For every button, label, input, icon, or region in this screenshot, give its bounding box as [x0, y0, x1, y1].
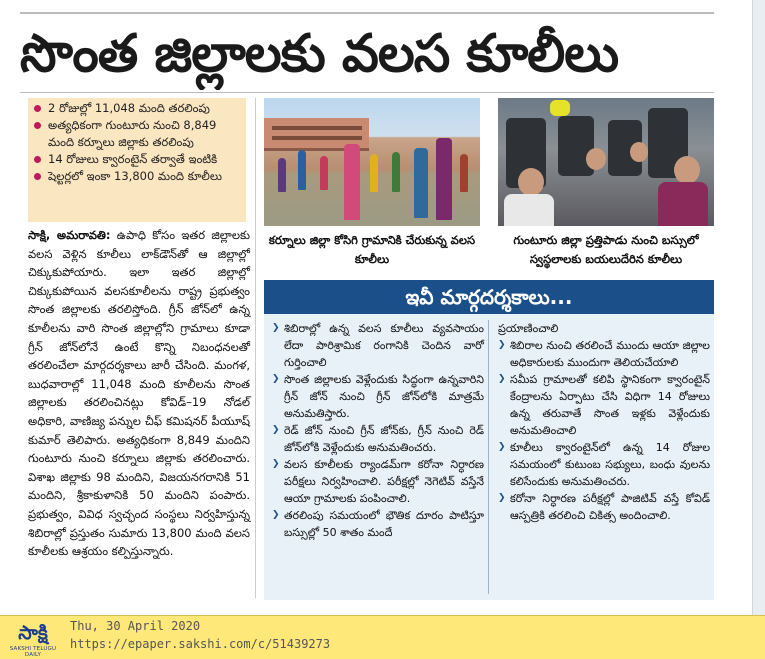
person-figure: [460, 154, 468, 192]
passenger-face: [586, 148, 606, 170]
guideline-text: కూలీలు క్వారంటైన్‌లో ఉన్న 14 రోజుల సమయంలో కుటుంబ సభ్యులు, బంధు వులను కలిసేందుకు అనుమతించరు.: [510, 441, 710, 488]
guidelines-left-column: [272, 320, 484, 541]
arrow-bullet-icon: ❯: [498, 442, 506, 452]
passenger-face: [630, 142, 648, 162]
highlight-text: అత్యధికంగా గుంటూరు నుంచి 8,849 మంది కర్నూలు జిల్లాకు తరలింపు: [48, 118, 217, 149]
passenger-body: [658, 182, 708, 226]
guidelines-right-column: [498, 320, 710, 524]
person-figure: [436, 138, 452, 220]
bullet-icon: [34, 122, 41, 129]
photo-caption-2: గుంటూరు జిల్లా ప్రత్తిపాడు నుంచి బస్సులో స్వస్థలాలకు బయలుదేరిన కూలీలు: [513, 233, 699, 266]
highlight-text: షెల్టర్లలో ఇంకా 13,800 మంది కూలీలు: [48, 169, 222, 183]
guideline-item: [498, 337, 710, 371]
bullet-icon: [34, 156, 41, 163]
photo-caption-1: కర్నూలు జిల్లా కోసిగి గ్రామానికి చేరుకున్న వలస కూలీలు: [268, 233, 476, 266]
article-dateline: సాక్షి, అమరావతి:: [28, 228, 111, 242]
person-figure: [414, 148, 428, 218]
logo-wordmark: సాక్షి: [18, 622, 48, 644]
photo-bus-passengers: [498, 98, 714, 226]
guideline-text: వలస కూలీలకు ర్యాండమ్‌గా కరోనా నిర్ధారణ పరీక్షలు నిర్వహించాలి. పరీక్షల్లో నెగెటివ్ వస్తేనే ఆయా గ్రామాలకు పంపించాలి.: [284, 458, 484, 505]
building-window-row: [272, 136, 362, 140]
guideline-text: సమీప గ్రామాలతో కలిపి స్థానికంగా క్వారంటైన్ కేంద్రాలను ఏర్పాటు చేసి విధిగా 14 రోజులు ఉన్న తరువాతే సొంత ఇళ్లకు వెళ్లేందుకు అనుమతించాలి: [510, 373, 710, 437]
building-window-row: [272, 126, 362, 130]
person-figure: [298, 150, 306, 190]
article-text: ఉపాధి కోసం ఇతర జిల్లాలకు వలస వెళ్లిన కూలీలు లాక్‌డౌన్‌తో ఆ జిల్లాల్లో చిక్కుకుపోయారు. ఇలా ఇతర జిల్లాల్లో చిక్కుకుపోయిన వలసకూలీలను రాష్ట్ర ప్రభుత్వం సొంత జిల్లాలకు తరలిస్తోంది. గ్రీన్ జోన్‌లో ఉన్న కూలీలను వారి సొంత జిల్లాల్లోని గ్రామాలు కూడా గ్రీన్ జోన్‌లోనే ఉంటే కొన్ని నిబంధనలతో తరలించేలా మార్గదర్శకాలు జారీ చేసింది. మంగళ, బుధవారాల్లో 11,048 మంది కూలీలను సొంత జిల్లాలకు తరలించినట్లు కోవిడ్–19 నోడల్ అధికారి, వాణిజ్య పన్నుల చీఫ్ కమిషనర్ పీయూష్ కుమార్ తెలిపారు. అత్యధికంగా 8,849 మందిని గుంటూరు నుంచి కర్నూలు జిల్లాకు తరలించారు. విశాఖ జిల్లాకు 98 మందిని, విజయనగరానికి 51 మందిని, శ్రీకాకుళానికి 50 మందిని పంపారు. ప్రభుత్వం, వివిధ స్వచ్ఛంద సంస్థలు నిర్వహిస్తున్న శిబిరాల్లో ప్రస్తుతం సుమారు 13,800 మంది వలస కూలీలకు ఆశ్రయం కల్పిస్తున్నారు.: [28, 228, 250, 559]
logo-tagline: SAKSHI TELUGU DAILY: [9, 646, 57, 658]
person-figure: [370, 154, 378, 192]
photo-migrants-arriving: [264, 98, 480, 226]
person-figure: [392, 152, 400, 192]
guideline-text: కరోనా నిర్ధారణ పరీక్షల్లో పాజిటివ్ వస్తే కోవిడ్ ఆస్పత్రికి తరలించి చికిత్స అందించాలి.: [510, 492, 710, 522]
article-body: [28, 226, 250, 561]
bag-item: [550, 100, 570, 116]
page-edge-strip: [752, 0, 765, 615]
guideline-text: సొంత జిల్లాలకు వెళ్లేందుకు సిద్ధంగా ఉన్నవారిని గ్రీన్ జోన్ నుంచి గ్రీన్ జోన్‌లోకి మాత్రమే అనుమతిస్తారు.: [284, 373, 484, 420]
highlight-text: 2 రోజుల్లో 11,048 మంది తరలింపు: [48, 101, 210, 115]
epaper-link[interactable]: https://epaper.sakshi.com/c/51439273: [70, 637, 331, 651]
column-divider: [255, 98, 256, 598]
person-figure: [278, 158, 286, 192]
arrow-bullet-icon: ❯: [272, 510, 280, 520]
arrow-bullet-icon: ❯: [272, 459, 280, 469]
guideline-text: తరలింపు సమయంలో భౌతిక దూరం పాటిస్తూ బస్సుల్లో 50 శాతం మందే: [284, 509, 484, 539]
highlight-text: 14 రోజులు క్వారంటైన్ తర్వాతే ఇంటికి: [48, 152, 218, 166]
guidelines-box: [264, 314, 714, 600]
passenger-face: [674, 156, 700, 184]
arrow-bullet-icon: ❯: [272, 323, 280, 333]
guideline-item: [498, 371, 710, 439]
arrow-bullet-icon: ❯: [498, 340, 506, 350]
arrow-bullet-icon: ❯: [498, 493, 506, 503]
guideline-item: [498, 490, 710, 524]
headline: సొంత జిల్లాలకు వలస కూలీలు: [20, 24, 619, 84]
bullet-icon: [34, 173, 41, 180]
highlight-item: [34, 100, 240, 117]
guidelines-column-divider: [488, 320, 489, 594]
bullet-icon: [34, 105, 41, 112]
guideline-item: [272, 320, 484, 371]
guideline-item: [272, 507, 484, 541]
edition-date: Thu, 30 April 2020: [70, 619, 201, 633]
highlight-item: [34, 168, 240, 185]
guideline-text: శిబిరాల నుంచి తరలించే ముందు ఆయా జిల్లాల అధికారులకు ముందుగా తెలియచేయాలి: [510, 339, 710, 369]
person-figure: [344, 144, 360, 220]
guideline-text: రెడ్ జోన్ నుంచి గ్రీన్ జోన్‌కు, గ్రీన్ నుంచి రెడ్ జోన్‌లోకి వెళ్లేందుకు అనుమతించరు.: [284, 424, 484, 454]
person-figure: [320, 156, 328, 190]
top-rule: [20, 12, 714, 14]
arrow-bullet-icon: ❯: [272, 425, 280, 435]
arrow-bullet-icon: ❯: [498, 374, 506, 384]
passenger-face: [518, 168, 544, 196]
guideline-item: [272, 371, 484, 422]
passenger-body: [504, 194, 554, 226]
highlight-item: [34, 151, 240, 168]
guideline-item: [272, 456, 484, 507]
guideline-item: [498, 439, 710, 490]
sakshi-logo[interactable]: [4, 620, 62, 658]
guidelines-banner: ఇవీ మార్గదర్శకాలు...: [264, 280, 714, 314]
arrow-bullet-icon: ❯: [272, 374, 280, 384]
guideline-item: [272, 422, 484, 456]
highlight-item: [34, 117, 240, 151]
guideline-text: శిబిరాల్లో ఉన్న వలస కూలీలు వ్యవసాయం లేదా పారిశ్రామిక రంగానికి చెందిన వారో గుర్తించాలి: [284, 322, 484, 369]
highlights-box: [28, 98, 246, 222]
guideline-continuation: ప్రయాణించాలి: [498, 322, 559, 335]
headline-rule: [20, 92, 714, 93]
